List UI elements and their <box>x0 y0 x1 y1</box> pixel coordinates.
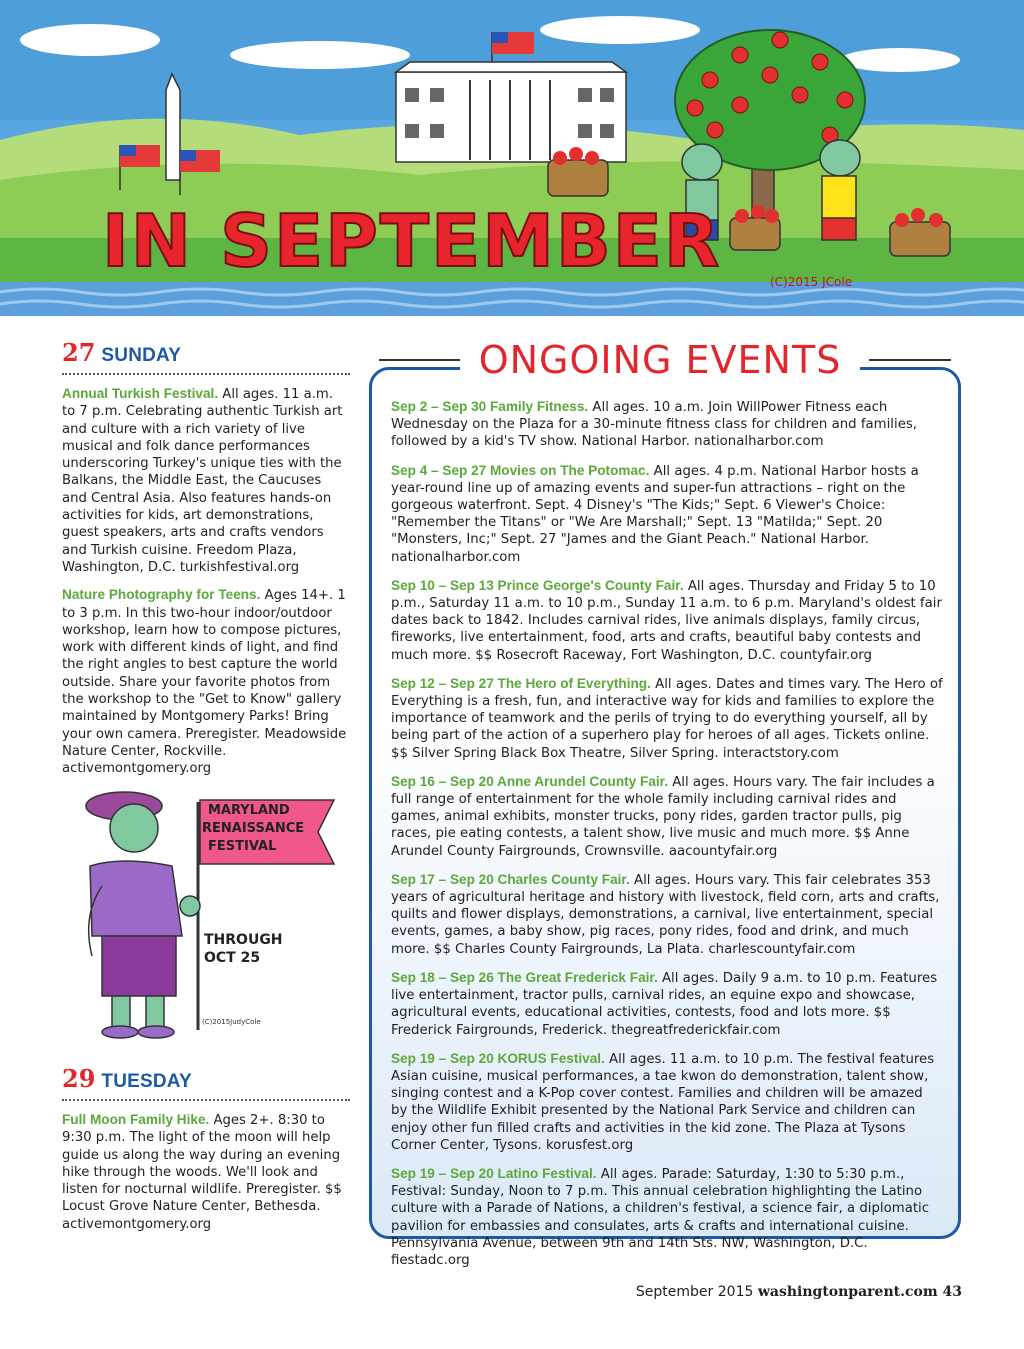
day-name: SUNDAY <box>101 345 182 366</box>
illustration-copyright: (C)2015JudyCole <box>202 1018 261 1026</box>
event-title: Nature Photography for Teens. <box>62 587 261 603</box>
day-header <box>62 1064 350 1101</box>
event-title: Sep 4 – Sep 27 Movies on The Potomac. <box>391 462 650 478</box>
ongoing-event <box>391 462 943 566</box>
ongoing-event <box>391 675 943 762</box>
event-title: Sep 16 – Sep 20 Anne Arundel County Fair. <box>391 773 668 789</box>
flag-line: FESTIVAL <box>208 839 277 854</box>
event-body: All ages. Daily 9 a.m. to 10 p.m. Features live entertainment, tractor pulls, carnival rides, an equine expo and showcase, agricultural events, educational activities, contests, food and lots more. $$ Frederick Fairgrounds, Frederick. thegreatfrederickfair.com <box>391 970 938 1038</box>
flag-line: RENAISSANCE <box>202 821 305 836</box>
day-number: 29 <box>62 1064 96 1093</box>
event-body: All ages. Thursday and Friday 5 to 10 p.m., Saturday 11 a.m. to 10 p.m., Sunday 11 a.m. to 6 p.m. Maryland's oldest fair dates back to 1842. Includes carnival rides, live animals displays, family circus, fireworks, live entertainment, food, arts and crafts, beautiful baby contests and much more. $$ Rosecroft Raceway, Fort Washington, D.C. countyfair.org <box>391 578 942 663</box>
ongoing-events-list <box>391 398 943 1280</box>
banner-illustration <box>0 0 1024 316</box>
event-title: Sep 2 – Sep 30 Family Fitness. <box>391 399 589 414</box>
ongoing-event <box>391 871 943 958</box>
day-header <box>62 338 350 375</box>
footer-month: September 2015 <box>635 1284 758 1300</box>
event-title: Sep 19 – Sep 20 KORUS Festival. <box>391 1050 605 1066</box>
event-title: Sep 17 – Sep 20 Charles County Fair. <box>391 871 630 887</box>
event-body: All ages. Parade: Saturday, 1:30 to 5:30 p.m., Festival: Sunday, Noon to 7 p.m. This annual celebration highlighting the Latino culture with a Parade of Nations, a children's festival, a science fair, a diplomatic pavilion for embassies and consulates, arts & crafts and international cuisine. Pennsylvania Avenue, between 9th and 14th Sts. NW, Washington, D.C. fiestadc.org <box>391 1166 930 1268</box>
through-line: OCT 25 <box>204 950 261 966</box>
event-body: All ages. 10 a.m. Join WillPower Fitness each Wednesday on the Plaza for a 30-minute fitness class for children and families, followed by a kid's TV show. National Harbor. nationalharbor.com <box>391 400 918 450</box>
through-line: THROUGH <box>204 932 283 948</box>
flag-line: MARYLAND <box>208 803 290 818</box>
tuesday-section <box>62 1064 350 1243</box>
event-entry <box>62 586 350 777</box>
day-number: 27 <box>62 338 96 367</box>
ongoing-event <box>391 1050 943 1154</box>
event-title: Sep 18 – Sep 26 The Great Frederick Fair. <box>391 969 658 985</box>
sunday-section <box>62 338 350 788</box>
banner-title: IN SEPTEMBER <box>102 199 722 283</box>
event-title: Sep 12 – Sep 27 The Hero of Everything. <box>391 675 651 691</box>
ongoing-event <box>391 398 943 451</box>
event-title: Sep 19 – Sep 20 Latino Festival. <box>391 1165 597 1181</box>
event-body: Ages 2+. 8:30 to 9:30 p.m. The light of the moon will help guide us along the way during an evening hike through the woods. We'll look and listen for nocturnal wildlife. Preregister. $$ Locust Grove Nature Center, Bethesda. activemontgomery.org <box>62 1113 342 1232</box>
event-title: Annual Turkish Festival. <box>62 386 219 401</box>
event-entry <box>62 385 350 576</box>
ongoing-event <box>391 969 943 1039</box>
ongoing-event <box>391 1165 943 1269</box>
event-title: Full Moon Family Hike. <box>62 1112 210 1127</box>
event-entry <box>62 1111 350 1233</box>
ongoing-event <box>391 773 943 860</box>
footer-site: washingtonparent.com <box>757 1284 938 1300</box>
event-body: All ages. 4 p.m. National Harbor hosts a year-round line up of amazing events and super-fun attractions – right on the gorgeous waterfront. Sept. 4 Disney's "The Kids;" Sept. 6 Viewer's Choice: "Remember the Titans" or "We Are Marshall;" Sept. 13 "Matilda;" Sept. 20 "Monsters, Inc;" Sept. 27 "James and the Giant Peach." National Harbor. nationalharbor.com <box>391 463 919 565</box>
footer-page-number: 43 <box>937 1284 962 1300</box>
event-title: Sep 10 – Sep 13 Prince George's County Fair. <box>391 577 684 593</box>
event-body: All ages. 11 a.m. to 7 p.m. Celebrating authentic Turkish art and culture with a rich variety of live musical and folk dance performances underscoring Turkey's unique ties with the Balkans, the Middle East, the Caucuses and Central Asia. Also features hands-on activities for kids, art demonstrations, guest speakers, arts and crafts vendors and Turkish cuisine. Freedom Plaza, Washington, D.C. turkishfestival.org <box>62 387 343 575</box>
banner-copyright: (C)2015 JCole <box>770 275 853 289</box>
day-name: TUESDAY <box>101 1071 192 1092</box>
ongoing-event <box>391 577 943 664</box>
event-body: All ages. Dates and times vary. The Hero of Everything is a fresh, fun, and interactive way for kids and families to explore the importance of teamwork and the perils of trying to do everything yourself, all by being part of the action of a superhero play for heroes of all ages. Tickets online. $$ Silver Spring Black Box Theatre, Silver Spring. interactstory.com <box>391 676 943 761</box>
page-footer <box>636 1284 962 1300</box>
event-body: All ages. 11 a.m. to 10 p.m. The festival features Asian cuisine, musical performances, a tae kwon do demonstration, talent show, singing contest and a K-Pop cover contest. Families and children will be amazed by the Wildlife Exhibit presented by the National Park Service and children can enjoy other fun filled crafts and activities in the kid zone. The Plaza at Tysons Corner Center, Tysons. korusfest.org <box>391 1051 935 1153</box>
event-body: All ages. Hours vary. This fair celebrates 353 years of agricultural heritage and history with livestock, field corn, arts and crafts, quilts and flower displays, demonstrations, a carnival, live entertainment, special events, games, a baby show, pig races, pony rides, food and drink, and much more. $$ Charles County Fairgrounds, La Plata. charlescountyfair.com <box>391 872 940 957</box>
event-body: All ages. Hours vary. The fair includes a full range of entertainment for the whole family including carnival rides and games, animal exhibits, monster trucks, pony rides, garden tractor pulls, pig races, pie eating contests, a talent show, live music and much more. $$ Anne Arundel County Fairgrounds, Crownsville. aacountyfair.org <box>391 774 935 859</box>
renaissance-festival-illustration <box>62 786 352 1046</box>
ongoing-events-heading: ONGOING EVENTS <box>460 338 860 382</box>
event-body: Ages 14+. 1 to 3 p.m. In this two-hour indoor/outdoor workshop, learn how to compose pictures, work with different kinds of light, and find the right angles to best capture the world outside. Share your favorite photos from the workshop to the "Get to Know" gallery maintained by Montgomery Parks! Bring your own camera. Preregister. Meadowside Nature Center, Rockville. activemontgomery.org <box>62 588 347 777</box>
